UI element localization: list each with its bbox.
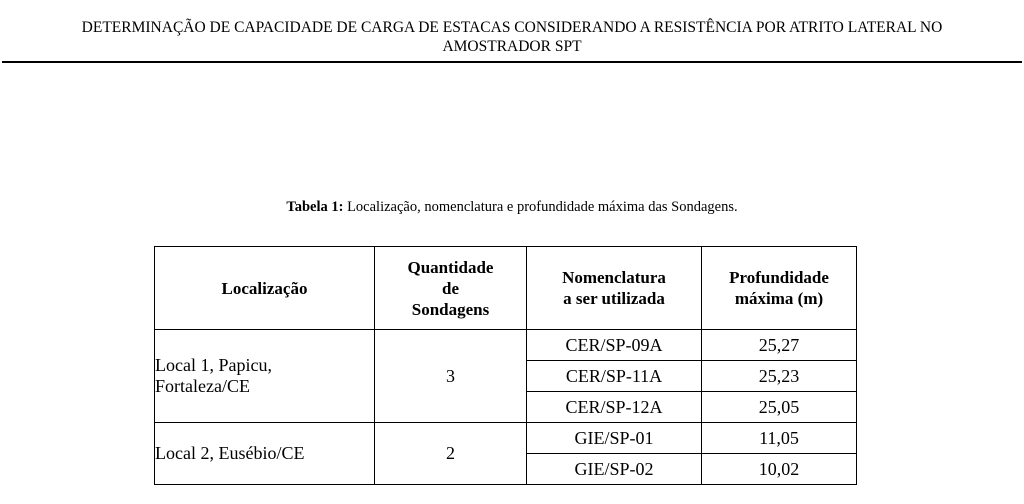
header-localizacao: Localização xyxy=(155,247,375,330)
table-row xyxy=(155,423,857,454)
depth-cell: 11,05 xyxy=(702,423,857,454)
running-header-line-1: DETERMINAÇÃO DE CAPACIDADE DE CARGA DE ESTACAS CONSIDERANDO A RESISTÊNCIA POR ATRITO LATERAL NO xyxy=(81,19,943,36)
table-caption-label: Tabela 1: xyxy=(286,199,344,215)
nomenclature-cell: CER/SP-09A xyxy=(527,330,702,361)
depth-cell: 25,27 xyxy=(702,330,857,361)
header-quantidade: Quantidade de Sondagens xyxy=(375,247,527,330)
location-cell: Local 2, Eusébio/CE xyxy=(155,423,375,485)
header-rule xyxy=(2,61,1022,63)
sondagens-table xyxy=(154,246,857,485)
quantity-cell: 3 xyxy=(375,330,527,423)
depth-cell: 25,05 xyxy=(702,392,857,423)
nomenclature-cell: GIE/SP-02 xyxy=(527,454,702,485)
depth-cell: 10,02 xyxy=(702,454,857,485)
running-header-line-2: AMOSTRADOR SPT xyxy=(442,38,582,55)
table-caption-text: Localização, nomenclatura e profundidade máxima das Sondagens. xyxy=(343,199,738,215)
table-header-row xyxy=(155,247,857,330)
quantity-cell: 2 xyxy=(375,423,527,485)
nomenclature-cell: CER/SP-12A xyxy=(527,392,702,423)
table-caption xyxy=(0,199,1024,216)
location-cell: Local 1, Papicu, Fortaleza/CE xyxy=(155,330,375,423)
table-row xyxy=(155,330,857,361)
depth-cell: 25,23 xyxy=(702,361,857,392)
nomenclature-cell: GIE/SP-01 xyxy=(527,423,702,454)
header-nomenclatura: Nomenclatura a ser utilizada xyxy=(527,247,702,330)
running-header xyxy=(0,18,1024,56)
nomenclature-cell: CER/SP-11A xyxy=(527,361,702,392)
header-profundidade: Profundidade máxima (m) xyxy=(702,247,857,330)
